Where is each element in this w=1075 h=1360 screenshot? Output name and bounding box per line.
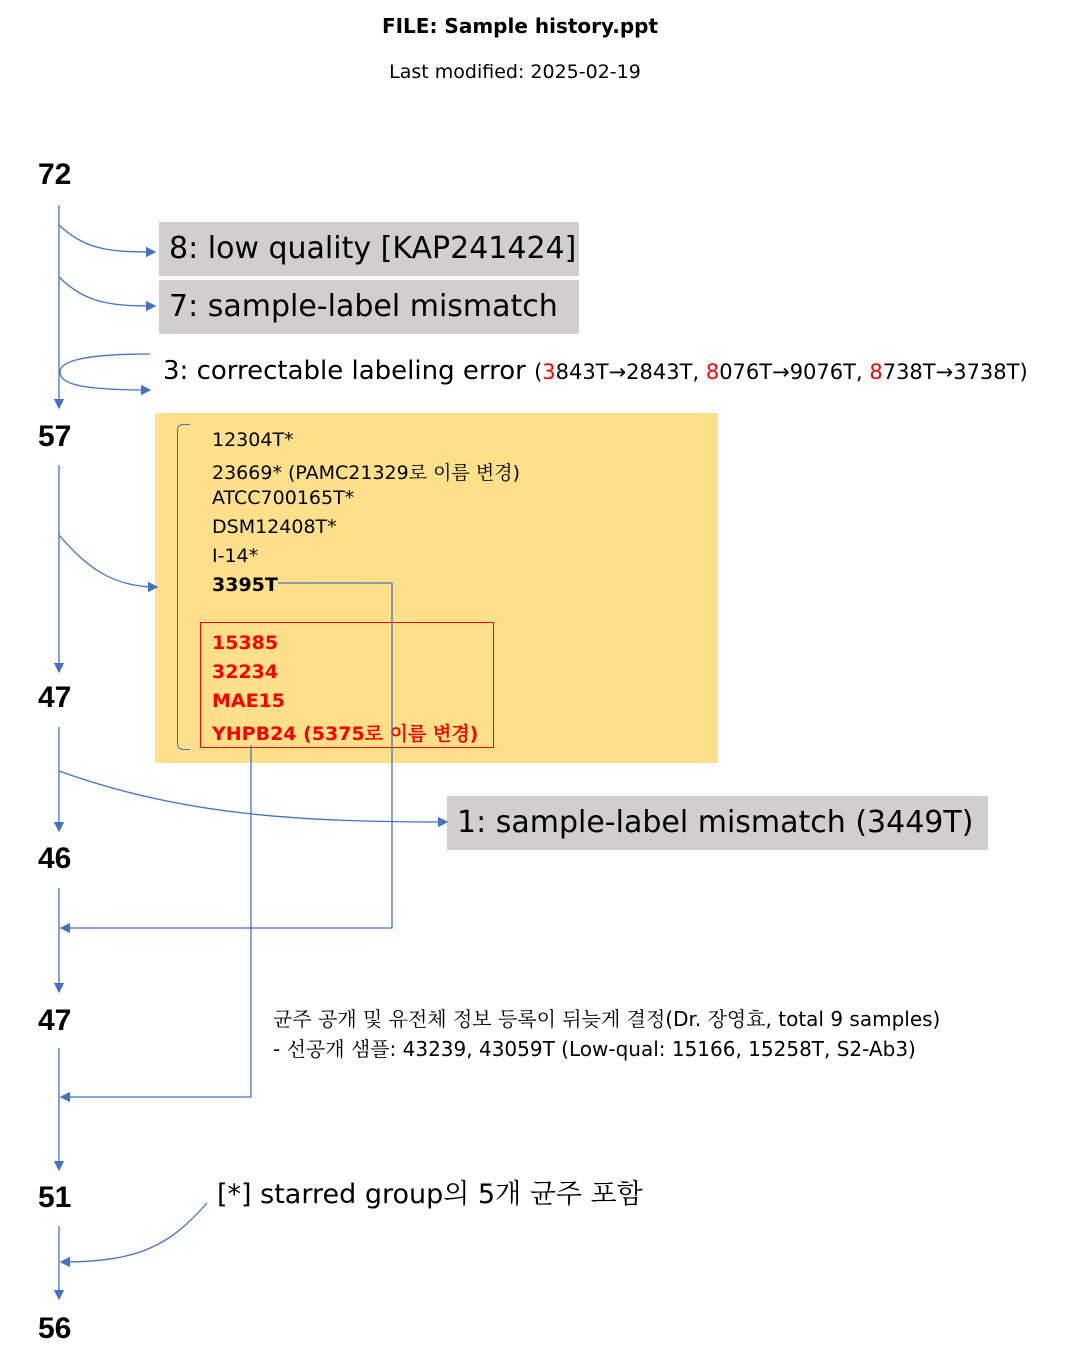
branch-low-quality — [59, 225, 155, 252]
count-51: 51 — [38, 1181, 72, 1214]
sample-item: ATCC700165T* — [212, 487, 355, 509]
return-red-group — [61, 745, 251, 1097]
corr3-rest: 738T→3738T) — [882, 360, 1028, 384]
loop-correctable — [60, 354, 150, 390]
branch-mismatch-7 — [59, 277, 155, 306]
count-72: 72 — [38, 158, 72, 191]
count-57: 57 — [38, 420, 72, 453]
sample-item-red: 32234 — [212, 661, 279, 683]
last-modified: Last modified: 2025-02-19 — [389, 61, 641, 83]
return-3395T — [61, 583, 392, 928]
count-56: 56 — [38, 1312, 72, 1345]
sample-item: I-14* — [212, 545, 259, 567]
release-note-line2: - 선공개 샘플: 43239, 43059T (Low-qual: 15166, 15258T, S2-Ab3) — [273, 1037, 916, 1061]
sample-item: DSM12408T* — [212, 516, 337, 538]
mismatch-1-box: 1: sample-label mismatch (3449T) — [447, 796, 988, 850]
count-47a: 47 — [38, 681, 72, 714]
branch-mismatch-1 — [59, 771, 447, 822]
sample-item-bold: 3395T — [212, 574, 278, 596]
corr2-red: 8 — [705, 360, 720, 384]
count-47b: 47 — [38, 1004, 72, 1037]
sample-item: 23669* (PAMC21329로 이름 변경) — [212, 462, 520, 484]
corr1-red: 3 — [542, 360, 556, 384]
file-title: FILE: Sample history.ppt — [381, 14, 659, 38]
correctable-label: 3: correctable labeling error — [163, 356, 535, 386]
return-starred — [61, 1203, 207, 1262]
branch-sample-group — [59, 535, 157, 587]
sample-item: 12304T* — [212, 429, 294, 451]
starred-note: [*] starred group의 5개 균주 포함 — [217, 1179, 643, 1210]
low-quality-box: 8: low quality [KAP241424] — [159, 222, 579, 276]
sample-item-red: 15385 — [212, 632, 279, 654]
count-46: 46 — [38, 842, 72, 875]
corr1-rest: 843T→2843T, — [555, 360, 706, 384]
corr2-rest: 076T→9076T, — [719, 360, 870, 384]
corr3-red: 8 — [869, 360, 883, 384]
sample-item-red: MAE15 — [212, 690, 286, 712]
paren-open: ( — [534, 360, 543, 384]
sample-item-red: YHPB24 (5375로 이름 변경) — [212, 723, 479, 745]
release-note-line1: 균주 공개 및 유전체 정보 등록이 뒤늦게 결정(Dr. 장영효, total 9 samples) — [273, 1007, 941, 1031]
mismatch-7-box: 7: sample-label mismatch — [159, 280, 579, 334]
